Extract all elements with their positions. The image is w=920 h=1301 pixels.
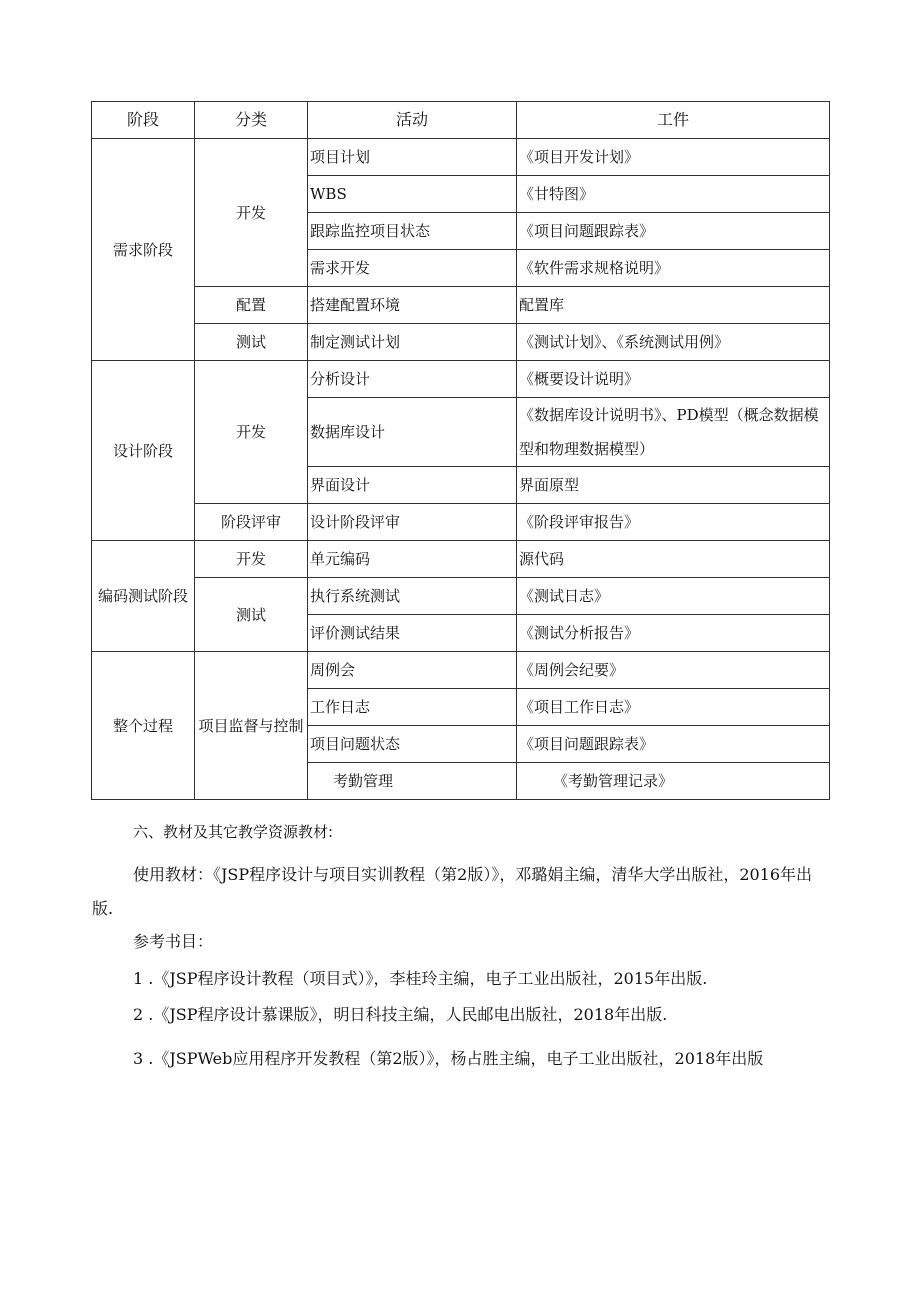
textbook-paragraph: 使用教材：《JSP程序设计与项目实训教程（第2版）》，邓璐娟主编，清华大学出版社，2016年出版. [92, 865, 813, 918]
activity-cell: 需求开发 [308, 250, 517, 287]
table-row [92, 578, 830, 615]
artifact-cell: 配置库 [517, 287, 830, 324]
header-activity: 活动 [308, 102, 517, 139]
artifact-cell: 《项目开发计划》 [517, 139, 830, 176]
table-row [92, 652, 830, 689]
activity-cell: WBS [308, 176, 517, 213]
artifact-cell: 《项目问题跟踪表》 [517, 213, 830, 250]
references-title: 参考书目： [133, 932, 214, 951]
table-row [92, 287, 830, 324]
reference-item: 2 .《JSP程序设计慕课版》，明日科技主编，人民邮电出版社，2018年出版. [133, 1005, 668, 1024]
reference-item: 3 .《JSPWeb应用程序开发教程（第2版）》，杨占胜主编，电子工业出版社，2018年出版 [133, 1049, 764, 1068]
artifact-cell: 《考勤管理记录》 [517, 763, 830, 800]
artifact-cell: 《测试日志》 [517, 578, 830, 615]
artifact-cell: 《项目工作日志》 [517, 689, 830, 726]
header-artifact: 工件 [517, 102, 830, 139]
activity-cell: 数据库设计 [308, 398, 517, 467]
header-stage: 阶段 [92, 102, 195, 139]
activity-cell: 执行系统测试 [308, 578, 517, 615]
table-row [92, 139, 830, 176]
table-row [92, 361, 830, 398]
activity-cell: 设计阶段评审 [308, 504, 517, 541]
header-category: 分类 [195, 102, 308, 139]
table-header-row [92, 102, 830, 139]
category-cell: 配置 [195, 287, 308, 324]
stage-cell: 整个过程 [92, 652, 195, 800]
artifact-cell: 《甘特图》 [517, 176, 830, 213]
activity-cell: 考勤管理 [308, 763, 517, 800]
artifact-cell: 源代码 [517, 541, 830, 578]
stage-cell: 需求阶段 [92, 139, 195, 361]
table-row [92, 504, 830, 541]
artifact-cell: 《软件需求规格说明》 [517, 250, 830, 287]
activity-cell: 周例会 [308, 652, 517, 689]
activity-cell: 跟踪监控项目状态 [308, 213, 517, 250]
artifact-cell: 界面原型 [517, 467, 830, 504]
activity-cell: 工作日志 [308, 689, 517, 726]
stage-cell: 编码测试阶段 [92, 541, 195, 652]
activity-cell: 分析设计 [308, 361, 517, 398]
curriculum-table [91, 101, 830, 800]
stage-cell: 设计阶段 [92, 361, 195, 541]
activity-cell: 制定测试计划 [308, 324, 517, 361]
activity-cell: 界面设计 [308, 467, 517, 504]
category-cell: 项目监督与控制 [195, 652, 308, 800]
artifact-cell: 《概要设计说明》 [517, 361, 830, 398]
category-cell: 测试 [195, 578, 308, 652]
category-cell: 阶段评审 [195, 504, 308, 541]
artifact-cell: 《项目问题跟踪表》 [517, 726, 830, 763]
reference-item: 1 .《JSP程序设计教程（项目式）》，李桂玲主编，电子工业出版社，2015年出版. [133, 969, 708, 988]
category-cell: 开发 [195, 361, 308, 504]
activity-cell: 评价测试结果 [308, 615, 517, 652]
activity-cell: 单元编码 [308, 541, 517, 578]
table-row [92, 541, 830, 578]
activity-cell: 搭建配置环境 [308, 287, 517, 324]
table-row [92, 324, 830, 361]
artifact-cell: 《测试分析报告》 [517, 615, 830, 652]
artifact-cell: 《阶段评审报告》 [517, 504, 830, 541]
artifact-cell: 《测试计划》、《系统测试用例》 [517, 324, 830, 361]
section-heading: 六、教材及其它教学资源教材: [133, 823, 334, 841]
artifact-cell: 《数据库设计说明书》、PD模型（概念数据模型和物理数据模型） [517, 398, 830, 467]
artifact-cell: 《周例会纪要》 [517, 652, 830, 689]
activity-cell: 项目计划 [308, 139, 517, 176]
category-cell: 测试 [195, 324, 308, 361]
category-cell: 开发 [195, 541, 308, 578]
category-cell: 开发 [195, 139, 308, 287]
activity-cell: 项目问题状态 [308, 726, 517, 763]
